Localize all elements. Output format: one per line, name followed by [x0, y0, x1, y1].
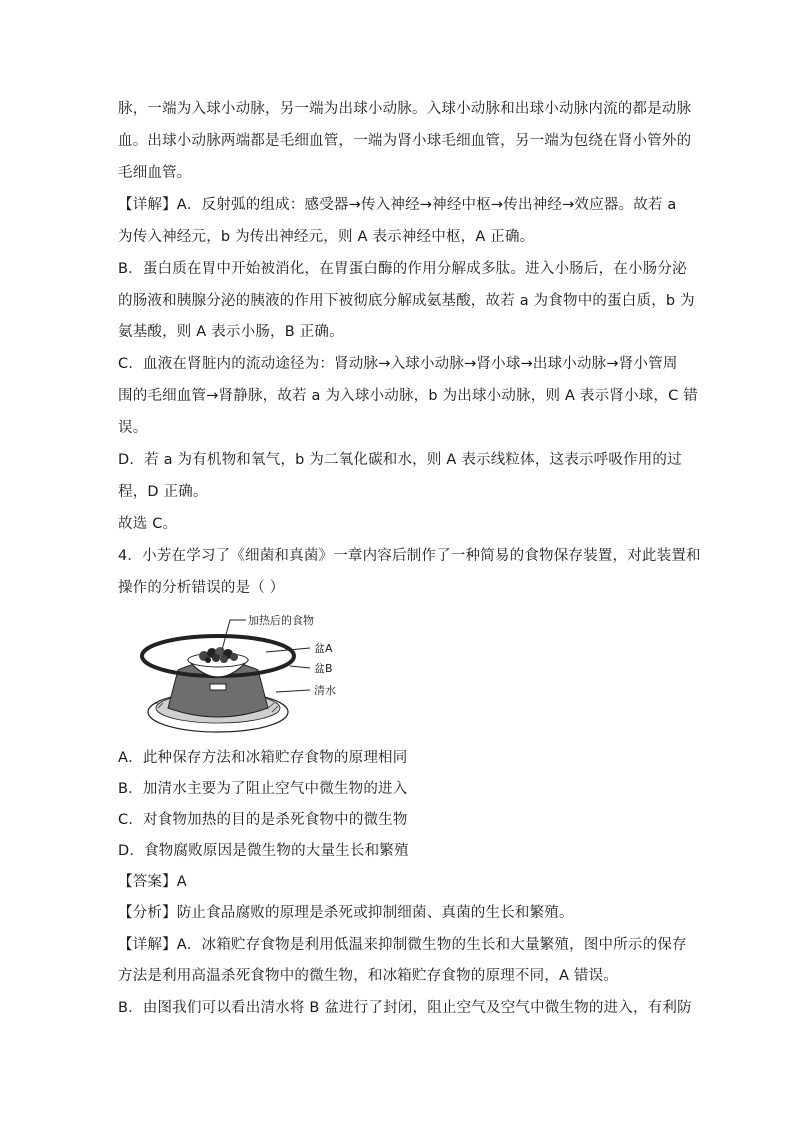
question-stem: 操作的分析错误的是（ ）	[118, 580, 285, 596]
text-line: 氨基酸，则 A 表示小肠，B 正确。	[118, 324, 344, 340]
detail-line: B．由图我们可以看出清水将 B 盆进行了封闭，阻止空气及空气中微生物的进入，有利防	[118, 1000, 692, 1016]
leader-water	[276, 690, 310, 692]
text-line: D．若 a 为有机物和氧气，b 为二氧化碳和水，则 A 表示线粒体，这表示呼吸作用的过	[118, 452, 682, 468]
food-bowl-foot	[210, 684, 226, 690]
text-line: 血。出球小动脉两端都是毛细血管，一端为肾小球毛细血管，另一端为包绕在肾小管外的	[118, 133, 692, 149]
text-line: 【详解】A．反射弧的组成：感受器→传入神经→神经中枢→传出神经→效应器。故若 a	[118, 197, 677, 213]
analysis-line: 【分析】防止食品腐败的原理是杀死或抑制细菌、真菌的生长和繁殖。	[118, 905, 574, 921]
detail-line: 【详解】A．冰箱贮存食物是利用低温来抑制微生物的生长和大量繁殖，图中所示的保存	[118, 937, 687, 953]
option-a: A．此种保存方法和冰箱贮存食物的原理相同	[118, 750, 408, 766]
option-d: D．食物腐败原因是微生物的大量生长和繁殖	[118, 843, 409, 859]
option-b: B．加清水主要为了阻止空气中微生物的进入	[118, 781, 408, 797]
text-line: 故选 C。	[118, 516, 178, 532]
text-line: C．血液在肾脏内的流动途径为：肾动脉→入球小动脉→肾小球→出球小动脉→肾小管周	[118, 356, 678, 372]
label-water: 清水	[314, 684, 336, 697]
apparatus-illustration	[138, 608, 368, 738]
detail-line: 方法是利用高温杀死食物中的微生物，和冰箱贮存食物的原理不同，A 错误。	[118, 968, 619, 984]
text-line: 误。	[118, 420, 148, 436]
answer-line: 【答案】A	[118, 874, 187, 890]
text-line: 脉，一端为入球小动脉，另一端为出球小动脉。入球小动脉和出球小动脉内流的都是动脉	[118, 101, 692, 117]
label-basin-b: 盆B	[314, 662, 333, 675]
option-c: C．对食物加热的目的是杀死食物中的微生物	[118, 812, 408, 828]
text-line: 毛细血管。	[118, 165, 192, 181]
text-line: B．蛋白质在胃中开始被消化，在胃蛋白酶的作用分解成多肽。进入小肠后，在小肠分泌	[118, 261, 687, 277]
leader-basin-b	[290, 666, 310, 668]
question-stem: 4．小芳在学习了《细菌和真菌》一章内容后制作了一种简易的食物保存装置，对此装置和	[118, 548, 701, 564]
text-line: 为传入神经元，b 为传出神经元，则 A 表示神经中枢，A 正确。	[118, 229, 535, 245]
text-line: 程，D 正确。	[118, 484, 208, 500]
label-basin-a: 盆A	[314, 642, 333, 655]
text-line: 的肠液和胰腺分泌的胰液的作用下被彻底分解成氨基酸，故若 a 为食物中的蛋白质，b 为	[118, 293, 695, 309]
label-heated-food: 加热后的食物	[248, 614, 314, 627]
food-preservation-figure	[138, 608, 368, 738]
text-line: 围的毛细血管→肾静脉，故若 a 为入球小动脉，b 为出球小动脉，则 A 表示肾小球，C 错	[118, 388, 698, 404]
